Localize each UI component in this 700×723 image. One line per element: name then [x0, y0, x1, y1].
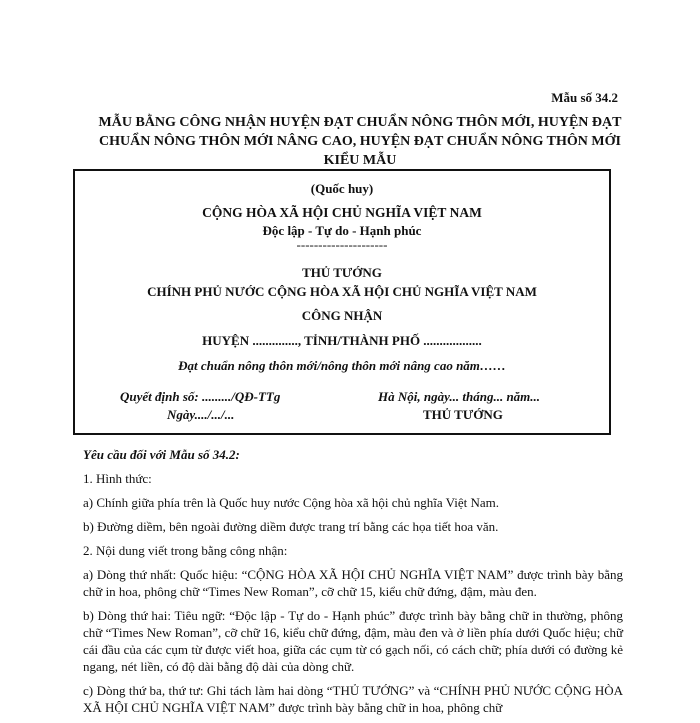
requirement-item: b) Đường diềm, bên ngoài đường diềm được trang trí bằng các họa tiết hoa văn. [83, 519, 499, 534]
decision-number: Quyết định số: ........./QĐ-TTg [120, 389, 281, 404]
place-date: Hà Nội, ngày... tháng... năm... [378, 389, 541, 404]
requirements-heading: Yêu cầu đối với Mẫu số 34.2: [83, 447, 240, 462]
decision-date: Ngày..../.../... [167, 407, 235, 422]
requirement-item: a) Dòng thứ nhất: Quốc hiệu: “CỘNG HÒA XÃ HỘI CHỦ NGHĨA VIỆT NAM” được trình bày bằng chữ in hoa, phông chữ “Times New Roman”, cỡ chữ 15, kiểu chữ đứng, đậm, màu đen. [83, 567, 623, 599]
district-line: HUYỆN .............., TỈNH/THÀNH PHỐ .................. [202, 333, 482, 348]
emblem-note: (Quốc huy) [310, 181, 374, 196]
national-name: CỘNG HÒA XÃ HỘI CHỦ NGHĨA VIỆT NAM [202, 205, 482, 220]
requirement-item: b) Dòng thứ hai: Tiêu ngữ: “Độc lập - Tự do - Hạnh phúc” được trình bày bằng chữ in thường, phông chữ “Times New Roman”, cỡ chữ 16, kiểu chữ đứng, đậm, màu đen và ở liền phía dưới Quốc hiệu; chữ cái đầu của các cụm từ được viết hoa, giữa các cụm từ có gạch nối, có cách chữ; phía dưới có đường kẻ ngang, nét liền, có độ dài bằng độ dài của dòng chữ. [83, 608, 623, 674]
form-number: Mẫu số 34.2 [551, 90, 618, 105]
document-title: MẪU BẰNG CÔNG NHẬN HUYỆN ĐẠT CHUẨN NÔNG THÔN MỚI, HUYỆN ĐẠT CHUẨN NÔNG THÔN MỚI NÂNG CAO, HUYỆN ĐẠT CHUẨN NÔNG THÔN MỚI KIỂU MẪU [98, 115, 622, 168]
issuer-title: THỦ TƯỚNG [302, 265, 382, 280]
requirement-item: 1. Hình thức: [83, 471, 152, 486]
issuer-org: CHÍNH PHỦ NƯỚC CỘNG HÒA XÃ HỘI CHỦ NGHĨA VIỆT NAM [147, 284, 537, 299]
requirements-section [83, 446, 623, 723]
requirement-item: c) Dòng thứ ba, thứ tư: Ghi tách làm hai dòng “THỦ TƯỚNG” và “CHÍNH PHỦ NƯỚC CỘNG HÒA XÃ HỘI CHỦ NGHĨA VIỆT NAM” được trình bày bằng chữ in hoa, phông chữ [83, 683, 623, 715]
motto: Độc lập - Tự do - Hạnh phúc [262, 223, 422, 238]
standard-line: Đạt chuẩn nông thôn mới/nông thôn mới nâng cao năm…… [178, 358, 506, 373]
certificate-frame [73, 169, 611, 435]
divider: --------------------- [296, 237, 388, 252]
recognition-heading: CÔNG NHẬN [301, 308, 383, 323]
requirement-item: 2. Nội dung viết trong bằng công nhận: [83, 543, 288, 558]
requirement-item: a) Chính giữa phía trên là Quốc huy nước Cộng hòa xã hội chủ nghĩa Việt Nam. [83, 495, 499, 510]
signer-title: THỦ TƯỚNG [423, 407, 503, 422]
